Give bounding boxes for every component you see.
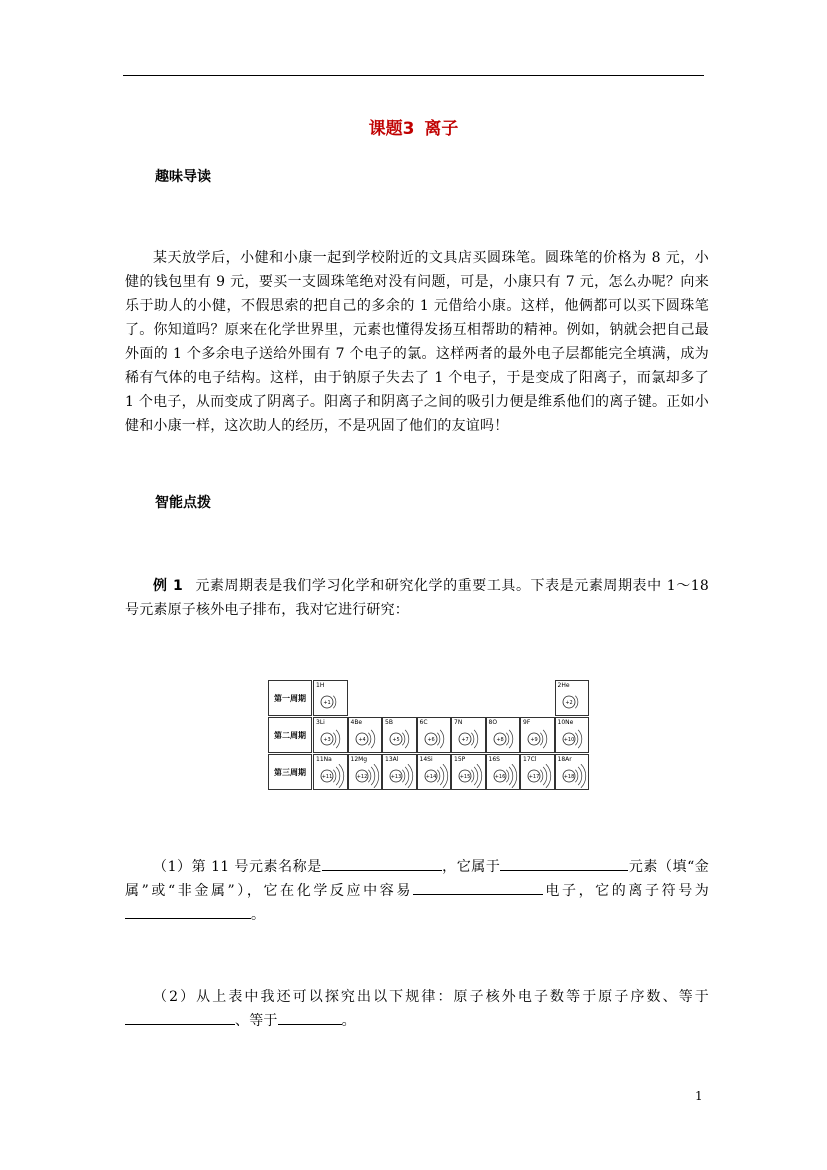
section-heading-tips: 智能点拨 [155, 495, 211, 511]
element-symbol: 12Mg [350, 756, 368, 763]
q1-text-b: ，它属于 [441, 859, 501, 875]
period-row-header: 第二周期 [268, 717, 312, 753]
element-symbol: 3Li [316, 719, 325, 726]
periodic-table-figure [268, 680, 590, 790]
answer-blank-rule-2[interactable] [278, 1010, 342, 1025]
element-symbol: 2He [557, 682, 570, 689]
element-cell [417, 754, 452, 790]
example-text: 元素周期表是我们学习化学和研究化学的重要工具。下表是元素周期表中 1～18 号元素原子核外电子排布，我对它进行研究： [125, 578, 709, 618]
svg-text:+8: +8 [495, 737, 504, 743]
element-cell [555, 680, 590, 716]
atom-structure-icon [561, 690, 589, 714]
q2-text-c: 。 [341, 1013, 356, 1029]
element-cell [348, 754, 383, 790]
question-2 [125, 985, 709, 1033]
element-cell [313, 717, 348, 753]
svg-text:+15: +15 [459, 774, 471, 780]
atom-structure-icon [319, 727, 347, 751]
element-symbol: 11Na [316, 756, 332, 763]
atom-structure-icon [492, 727, 520, 751]
svg-text:+9: +9 [530, 737, 538, 743]
q1-text-d: 电子，它的离子符号为 [542, 883, 709, 899]
svg-text:+12: +12 [356, 774, 367, 780]
atom-structure-icon [423, 727, 451, 751]
example-label: 例 1 [153, 578, 183, 594]
element-symbol: 16S [488, 756, 500, 763]
atom-structure-icon [526, 727, 554, 751]
page-title [0, 114, 827, 139]
svg-text:+17: +17 [528, 774, 540, 780]
element-cell [520, 717, 555, 753]
element-cell [313, 680, 348, 716]
svg-text:+11: +11 [321, 774, 333, 780]
svg-text:+6: +6 [426, 737, 435, 743]
element-symbol: 8O [488, 719, 498, 726]
element-cell [382, 717, 417, 753]
period-row-header: 第三周期 [268, 754, 312, 790]
element-symbol: 7N [454, 719, 463, 726]
svg-text:+5: +5 [392, 737, 400, 743]
element-symbol: 15P [454, 756, 466, 763]
svg-text:+7: +7 [461, 737, 469, 743]
element-symbol: 5B [385, 719, 393, 726]
svg-text:+13: +13 [390, 774, 402, 780]
q2-text-b: 、等于 [235, 1013, 278, 1029]
svg-text:+3: +3 [323, 737, 331, 743]
element-symbol: 18Ar [557, 756, 572, 763]
element-symbol: 4Be [350, 719, 363, 726]
answer-blank-element-type[interactable] [500, 856, 628, 871]
example-1-paragraph [125, 574, 709, 622]
header-rule [123, 75, 704, 76]
element-symbol: 17Cl [523, 756, 537, 763]
atom-structure-icon [457, 727, 485, 751]
element-cell [348, 717, 383, 753]
atom-structure-icon [319, 690, 347, 714]
answer-blank-ion-symbol[interactable] [125, 904, 251, 919]
element-symbol: 9F [523, 719, 531, 726]
svg-text:+16: +16 [494, 774, 505, 780]
element-cell [520, 754, 555, 790]
story-text: 某天放学后，小健和小康一起到学校附近的文具店买圆珠笔。圆珠笔的价格为 8 元，小健的钱包里有 9 元，要买一支圆珠笔绝对没有问题，可是，小康只有 7 元，怎么办呢？向来乐于助人的小健，不假思索的把自己的多余的 1 元借给小康。这样，他俩都可以买下圆珠笔了。你知道吗？原来在化学世界里，元素也懂得发扬互相帮助的精神。例如，钠就会把自己最外面的 1 个多余电子送给外围有 7 个电子的氯。这样两者的最外电子层都能完全填满，成为稀有气体的电子结构。这样，由于钠原子失去了 1 个电子，于是变成了阳离子，而氯却多了 1 个电子，从而变成了阴离子。阳离子和阴离子之间的吸引力便是维系他们的离子键。正如小健和小康一样，这次助人的经历，不是巩固了他们的友谊吗！ [125, 250, 709, 434]
atom-structure-icon [492, 764, 520, 788]
element-cell [486, 717, 521, 753]
atom-structure-icon [423, 764, 451, 788]
q2-text-a: （2）从上表中我还可以探究出以下规律：原子核外电子数等于原子序数、等于 [153, 989, 709, 1005]
question-1 [125, 855, 709, 927]
atom-structure-icon [319, 764, 347, 788]
atom-structure-icon [561, 764, 589, 788]
element-cell [382, 754, 417, 790]
element-cell [486, 754, 521, 790]
q1-text-e: 。 [251, 907, 266, 923]
element-symbol: 14Si [419, 756, 433, 763]
svg-text:+18: +18 [563, 774, 574, 780]
q1-text-a: （1）第 11 号元素名称是 [153, 859, 322, 875]
element-cell [555, 717, 590, 753]
page-number: 1 [695, 1089, 703, 1103]
element-symbol: 6C [419, 719, 428, 726]
answer-blank-rule-1[interactable] [125, 1010, 235, 1025]
answer-blank-element-name[interactable] [322, 856, 442, 871]
atom-structure-icon [354, 727, 382, 751]
svg-text:+1: +1 [323, 700, 331, 706]
element-cell [417, 717, 452, 753]
answer-blank-electron[interactable] [413, 880, 543, 895]
element-cell [451, 754, 486, 790]
atom-structure-icon [354, 764, 382, 788]
section-heading-intro: 趣味导读 [155, 169, 211, 185]
svg-text:+14: +14 [425, 774, 436, 780]
atom-structure-icon [388, 727, 416, 751]
element-cell [313, 754, 348, 790]
svg-text:+4: +4 [357, 737, 366, 743]
q1-text-c: 元素（填“金属”或“非金属”），它在化学反应中容易 [125, 859, 710, 899]
title-topic: 离子 [424, 119, 459, 139]
atom-structure-icon [526, 764, 554, 788]
period-row-header: 第一周期 [268, 680, 312, 716]
atom-structure-icon [561, 727, 589, 751]
atom-structure-icon [388, 764, 416, 788]
story-paragraph [125, 246, 709, 438]
atom-structure-icon [457, 764, 485, 788]
svg-text:+2: +2 [564, 700, 573, 706]
element-cell [555, 754, 590, 790]
element-symbol: 13Al [385, 756, 399, 763]
svg-text:+10: +10 [563, 737, 574, 743]
element-cell [451, 717, 486, 753]
title-lesson-number: 课题3 [368, 119, 415, 139]
element-symbol: 10Ne [557, 719, 574, 726]
element-symbol: 1H [316, 682, 325, 689]
